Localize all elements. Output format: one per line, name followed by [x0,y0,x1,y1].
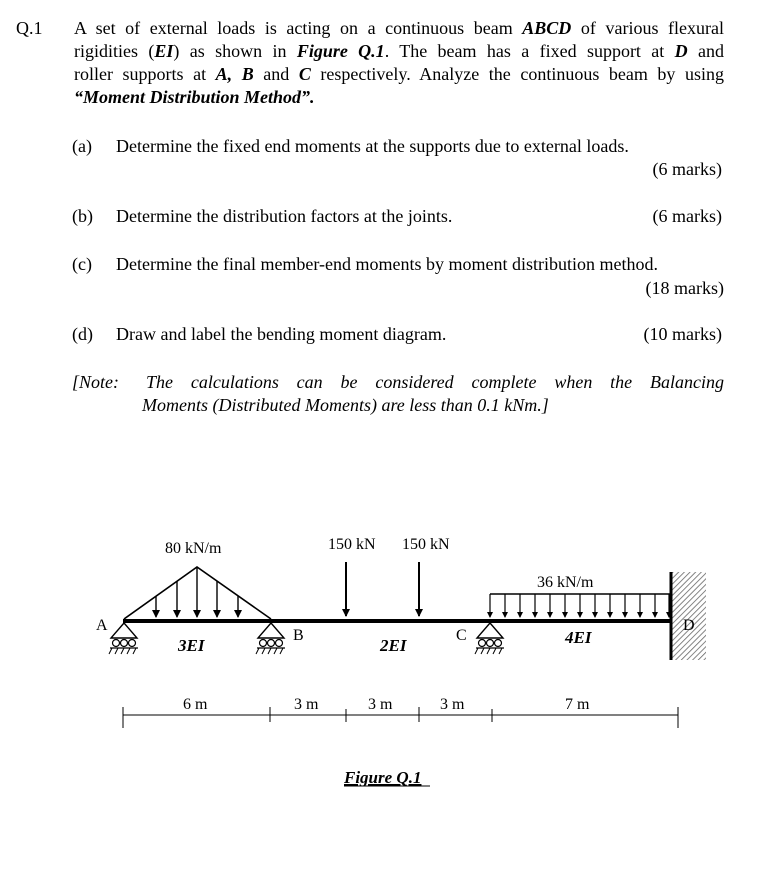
dimension-label-ab: 6 m [183,696,208,713]
intro-text: roller supports at [74,64,216,84]
support-d-ref: D [674,41,688,61]
support-c-ref: C [298,64,311,84]
intro-text: and [687,41,725,61]
intro-text: A set of external loads is acting on a continuous beam [74,18,523,38]
part-label-c: (c) [72,254,92,274]
part-label-d: (d) [72,324,93,344]
support-label-d: D [683,617,695,634]
support-label-a: A [96,617,108,634]
note-line-1: The calculations can be considered complete when the Balancing [146,372,724,392]
part-label-a: (a) [72,136,92,156]
rigidity-ab: 3EI [178,636,205,655]
question-number: Q.1 [16,18,43,38]
rigidity-bc: 2EI [380,636,407,655]
note-label: [Note: [72,372,119,392]
support-label-c: C [456,627,467,644]
part-marks-c: (18 marks) [645,278,724,298]
ei-term: EI [154,41,174,61]
dimension-label-p2-c: 3 m [440,696,465,713]
dimension-label-b-p1: 3 m [294,696,319,713]
part-text-a: Determine the fixed end moments at the supports due to external loads. [116,136,629,156]
intro-text: of various flexural [571,18,725,38]
intro-text: rigidities ( [74,41,155,61]
intro-text: and [253,64,299,84]
note-line-2: Moments (Distributed Moments) are less than 0.1 kNm.] [142,395,549,415]
part-text-b: Determine the distribution factors at the joints. [116,206,453,226]
triangular-load-label: 80 kN/m [165,540,222,557]
part-label-b: (b) [72,206,93,226]
part-marks-a: (6 marks) [652,159,722,179]
dimension-label-cd: 7 m [565,696,590,713]
part-text-d: Draw and label the bending moment diagram. [116,324,447,344]
triangular-load [124,567,271,619]
part-text-c: Determine the final member-end moments by moment distribution method. [116,254,659,274]
part-marks-d: (10 marks) [643,324,722,344]
udl-load [490,594,671,617]
supports-ab-ref: A, B [215,64,254,84]
point-load-1-label: 150 kN [328,536,376,553]
udl-label: 36 kN/m [537,574,594,591]
point-load-2-label: 150 kN [402,536,450,553]
dimension-label-p1-p2: 3 m [368,696,393,713]
rigidity-cd: 4EI [565,628,592,647]
roller-support-b [256,623,285,654]
figure-caption: Figure Q.1 [344,768,422,787]
fixed-wall-hatch [671,572,706,660]
beam-name: ABCD [522,18,572,38]
roller-support-c [475,623,504,654]
figure-reference: Figure Q.1 [296,41,385,61]
roller-support-a [109,623,138,654]
method-name: “Moment Distribution Method”. [74,87,315,107]
support-label-b: B [293,627,304,644]
intro-text: respectively. Analyze the continuous beam by using [310,64,724,84]
part-marks-b: (6 marks) [652,206,722,226]
intro-text: . The beam has a fixed support at [384,41,675,61]
intro-text: ) as shown in [173,41,297,61]
